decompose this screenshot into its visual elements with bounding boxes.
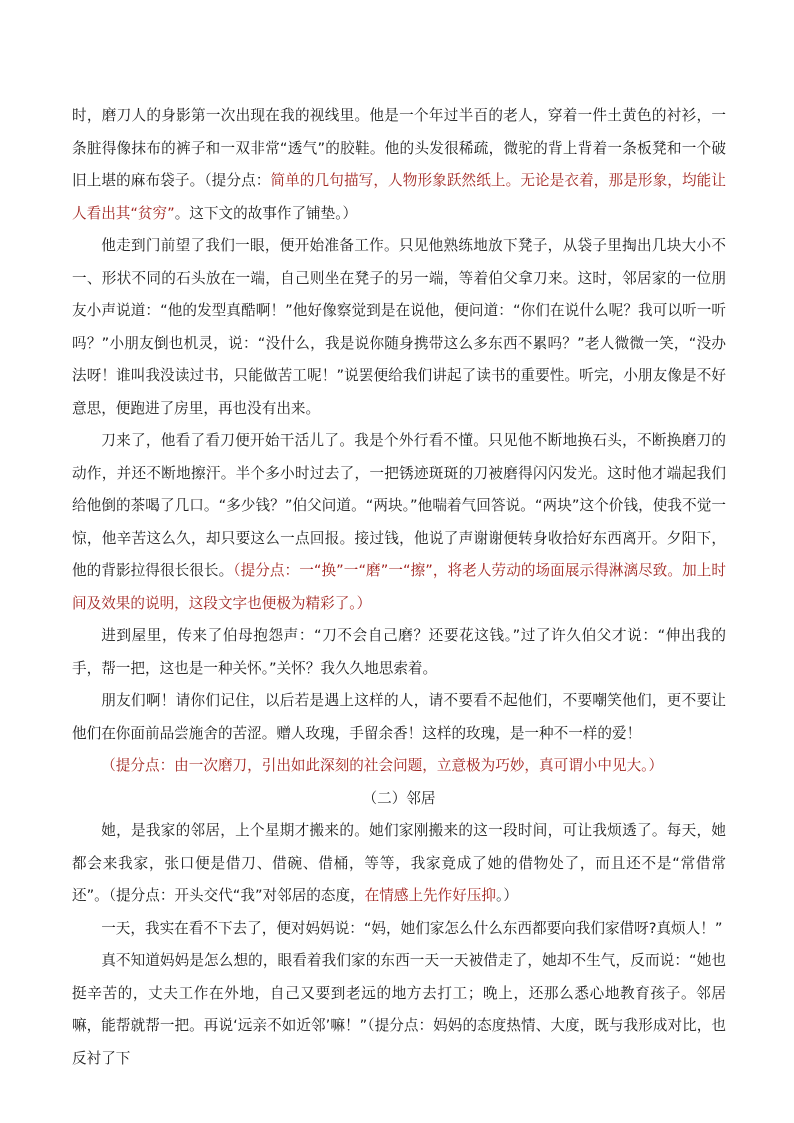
annotation-open: （提分点：开头交代“我”对邻居的态度， xyxy=(108,887,365,904)
annotation-open: （提分点： xyxy=(204,172,271,189)
paragraph-8 xyxy=(72,945,726,1075)
paragraph-4: 进到屋里，传来了伯母抱怨声：“刀不会自己磨？还要花这钱。”过了许久伯父才说：“伸出我的手，帮一把，这也是一种关怀。”关怀？我久久地思索着。 xyxy=(72,627,726,677)
annotation: （提分点：妈妈的态度热情、大度，既与我形成对比，也反衬了下 xyxy=(72,1017,726,1067)
annotation-highlight: 简单的几句描写，人物形象跃然纸上。无论是衣着，那是形象，均能让人看出其“贫穷” xyxy=(72,172,726,222)
section-heading: （二）邻居 xyxy=(362,789,436,807)
annotation: （提分点：一“换”一“磨”一“擦”，将老人劳动的场面展示得淋漓尽致。加上时间及效果的说明，这段文字也便极为精彩了。） xyxy=(72,562,726,612)
paragraph-text: 时，磨刀人的身影第一次出现在我的视线里。他是一个年过半百的老人，穿着一件土黄色的衬衫，一条脏得像抹布的裤子和一双非常“透气”的胶鞋。他的头发很稀疏，微驼的背上背着一条板凳和一个破旧上堪的麻布袋子。 xyxy=(72,107,726,189)
paragraph-1 xyxy=(72,100,726,230)
annotation-paragraph: （提分点：由一次磨刀，引出如此深刻的社会问题，立意极为巧妙，真可谓小中见大。） xyxy=(101,757,664,774)
paragraph-text: 她，是我家的邻居，上个星期才搬来的。她们家刚搬来的这一段时间，可让我烦透了。每天，她都会来我家，张口便是借刀、借碗、借桶，等等，我家竟成了她的借物处了，而且还不是“常借常还”。 xyxy=(72,822,726,904)
paragraph-3 xyxy=(72,425,726,620)
annotation-close: 。这下文的故事作了铺垫。） xyxy=(174,204,358,222)
paragraph-2: 他走到门前望了我们一眼，便开始准备工作。只见他熟练地放下凳子，从袋子里掏出几块大小不一、形状不同的石头放在一端，自己则坐在凳子的另一端，等着伯父拿刀来。这时，邻居家的一位朋友小声说道：“他的发型真酷啊！”他好像察觉到是在说他，便问道：“你们在说什么呢？我可以听一听吗？”小朋友倒也机灵，说：“没什么，我是说你随身携带这么多东西不累吗？”老人微微一笑，“没办法呀！谁叫我没读过书，只能做苦工呢！”说罢便给我们讲起了读书的重要性。听完，小朋友像是不好意思，便跑进了房里，再也没有出来。 xyxy=(72,237,726,417)
document-body xyxy=(72,100,726,1075)
annotation-close: 。） xyxy=(496,887,518,904)
paragraph-text: 刀来了，他看了看刀便开始干活儿了。我是个外行看不懂。只见他不断地换石头，不断换磨刀的动作，并还不断地擦汗。半个多小时过去了，一把锈迹斑斑的刀被磨得闪闪发光。这时他才端起我们给他倒的茶喝了几口。“多少钱？”伯父问道。“两块。”他喘着气回答说。“两块”这个价钱，使我不觉一惊，他辛苦这么久，却只要这么一点回报。接过钱，他说了声谢谢便转身收拾好东西离开。夕阳下，他的背影拉得很长很长。 xyxy=(72,432,726,579)
paragraph-6 xyxy=(72,815,726,913)
paragraph-5: 朋友们啊！请你们记住，以后若是遇上这样的人，请不要看不起他们，不要嘲笑他们，更不要让他们在你面前品尝施舍的苦涩。赠人玫瑰，手留余香！这样的玫瑰，是一种不一样的爱！ xyxy=(72,692,726,742)
annotation-highlight: 在情感上先作好压抑 xyxy=(364,887,497,904)
paragraph-text: 真不知道妈妈是怎么想的，眼看着我们家的东西一天一天被借走了，她却不生气，反而说：“她也挺辛苦的，丈夫工作在外地，自己又要到老远的地方去打工；晚上，还那么悉心地教育孩子。邻居嘛，能帮就帮一把。再说‘远亲不如近邻’嘛！” xyxy=(72,952,726,1034)
paragraph-7: 一天，我实在看不下去了，便对妈妈说：“妈，她们家怎么什么东西都要向我们家借呀?真烦人！” xyxy=(101,919,723,937)
